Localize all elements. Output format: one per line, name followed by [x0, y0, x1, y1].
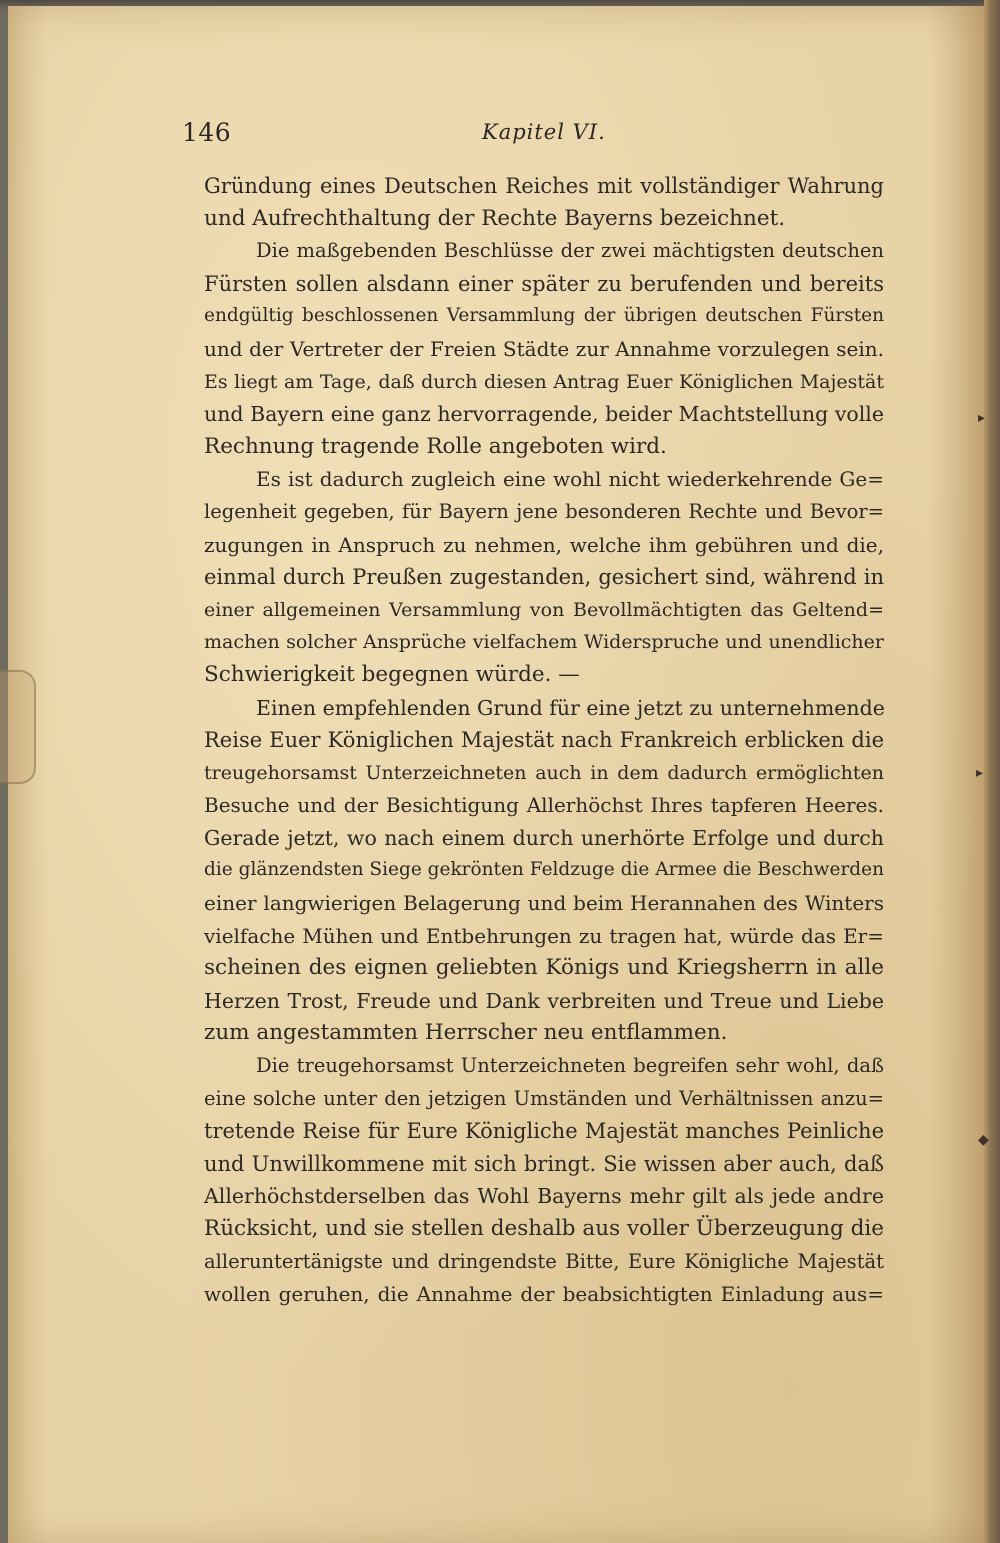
text-line: Fürsten sollen alsdann einer später zu berufenden und bereits: [204, 271, 884, 296]
text-line: Allerhöchstderselben das Wohl Bayerns mehr gilt als jede andre: [204, 1184, 884, 1209]
text-line: zugungen in Anspruch zu nehmen, welche ihm gebühren und die,: [204, 532, 884, 557]
text-line: einmal durch Preußen zugestanden, gesichert sind, während in: [204, 565, 884, 590]
text-line: wollen geruhen, die Annahme der beabsichtigten Einladung aus=: [204, 1282, 884, 1307]
text-line: einer allgemeinen Versammlung von Bevollmächtigten das Geltend=: [204, 598, 884, 621]
margin-mark: ◆: [978, 1132, 989, 1148]
page-header: [182, 118, 902, 154]
text-line: eine solche unter den jetzigen Umständen und Verhältnissen anzu=: [204, 1086, 884, 1110]
text-line: und Aufrechthaltung der Rechte Bayerns bezeichnet.: [204, 205, 786, 231]
text-line: Rücksicht, und sie stellen deshalb aus voller Überzeugung die: [204, 1216, 884, 1241]
margin-mark: ▸: [978, 410, 986, 426]
text-line: scheinen des eignen geliebten Königs und Kriegsherrn in alle: [204, 955, 884, 981]
text-line: Die maßgebenden Beschlüsse der zwei mächtigsten deutschen: [256, 239, 884, 263]
text-line: Rechnung tragende Rolle angeboten wird.: [204, 433, 667, 459]
text-line: treugehorsamst Unterzeichneten auch in dem dadurch ermöglichten: [204, 761, 884, 784]
page-number: 146: [182, 118, 232, 147]
text-line: und Unwillkommene mit sich bringt. Sie wissen aber auch, daß: [204, 1151, 884, 1176]
text-line: machen solcher Ansprüche vielfachem Widerspruche und unendlicher: [204, 631, 884, 654]
text-line: Die treugehorsamst Unterzeichneten begreifen sehr wohl, daß: [256, 1054, 884, 1078]
book-spine-edge: [984, 0, 1000, 1543]
text-line: vielfache Mühen und Entbehrungen zu tragen hat, würde das Er=: [204, 923, 884, 948]
text-line: endgültig beschlossenen Versammlung der übrigen deutschen Fürsten: [204, 305, 884, 327]
text-line: Herzen Trost, Freude und Dank verbreiten und Treue und Liebe: [204, 988, 884, 1013]
paper-stain: [0, 670, 36, 784]
text-line: Es liegt am Tage, daß durch diesen Antrag Euer Königlichen Majestät: [204, 370, 884, 393]
text-line: tretende Reise für Eure Königliche Majestät manches Peinliche: [204, 1119, 884, 1144]
text-line: alleruntertänigste und dringendste Bitte, Eure Königliche Majestät: [204, 1249, 884, 1273]
text-line: Schwierigkeit begegnen würde. —: [204, 661, 580, 687]
body-text: [204, 170, 884, 1311]
text-line: und Bayern eine ganz hervorragende, beider Machtstellung volle: [204, 402, 884, 427]
text-line: Einen empfehlenden Grund für eine jetzt zu unternehmende: [256, 695, 885, 720]
text-line: zum angestammten Herrscher neu entflammen.: [204, 1020, 728, 1046]
text-line: legenheit gegeben, für Bayern jene besonderen Rechte und Bevor=: [204, 499, 884, 523]
running-head: Kapitel VI.: [482, 120, 606, 144]
text-line: Gründung eines Deutschen Reiches mit vollständiger Wahrung: [204, 174, 884, 198]
text-line: und der Vertreter der Freien Städte zur Annahme vorzulegen sein.: [204, 336, 884, 361]
margin-mark: ▸: [976, 765, 984, 781]
text-line: einer langwierigen Belagerung und beim Herannahen des Winters: [204, 891, 884, 916]
text-line: Gerade jetzt, wo nach einem durch unerhörte Erfolge und durch: [204, 825, 884, 850]
text-line: Es ist dadurch zugleich eine wohl nicht wiederkehrende Ge=: [256, 467, 884, 492]
text-line: Besuche und der Besichtigung Allerhöchst Ihres tapferen Heeres.: [204, 793, 884, 818]
text-line: Reise Euer Königlichen Majestät nach Frankreich erblicken die: [204, 728, 884, 753]
text-line: die glänzendsten Siege gekrönten Feldzuge die Armee die Beschwerden: [204, 859, 884, 881]
